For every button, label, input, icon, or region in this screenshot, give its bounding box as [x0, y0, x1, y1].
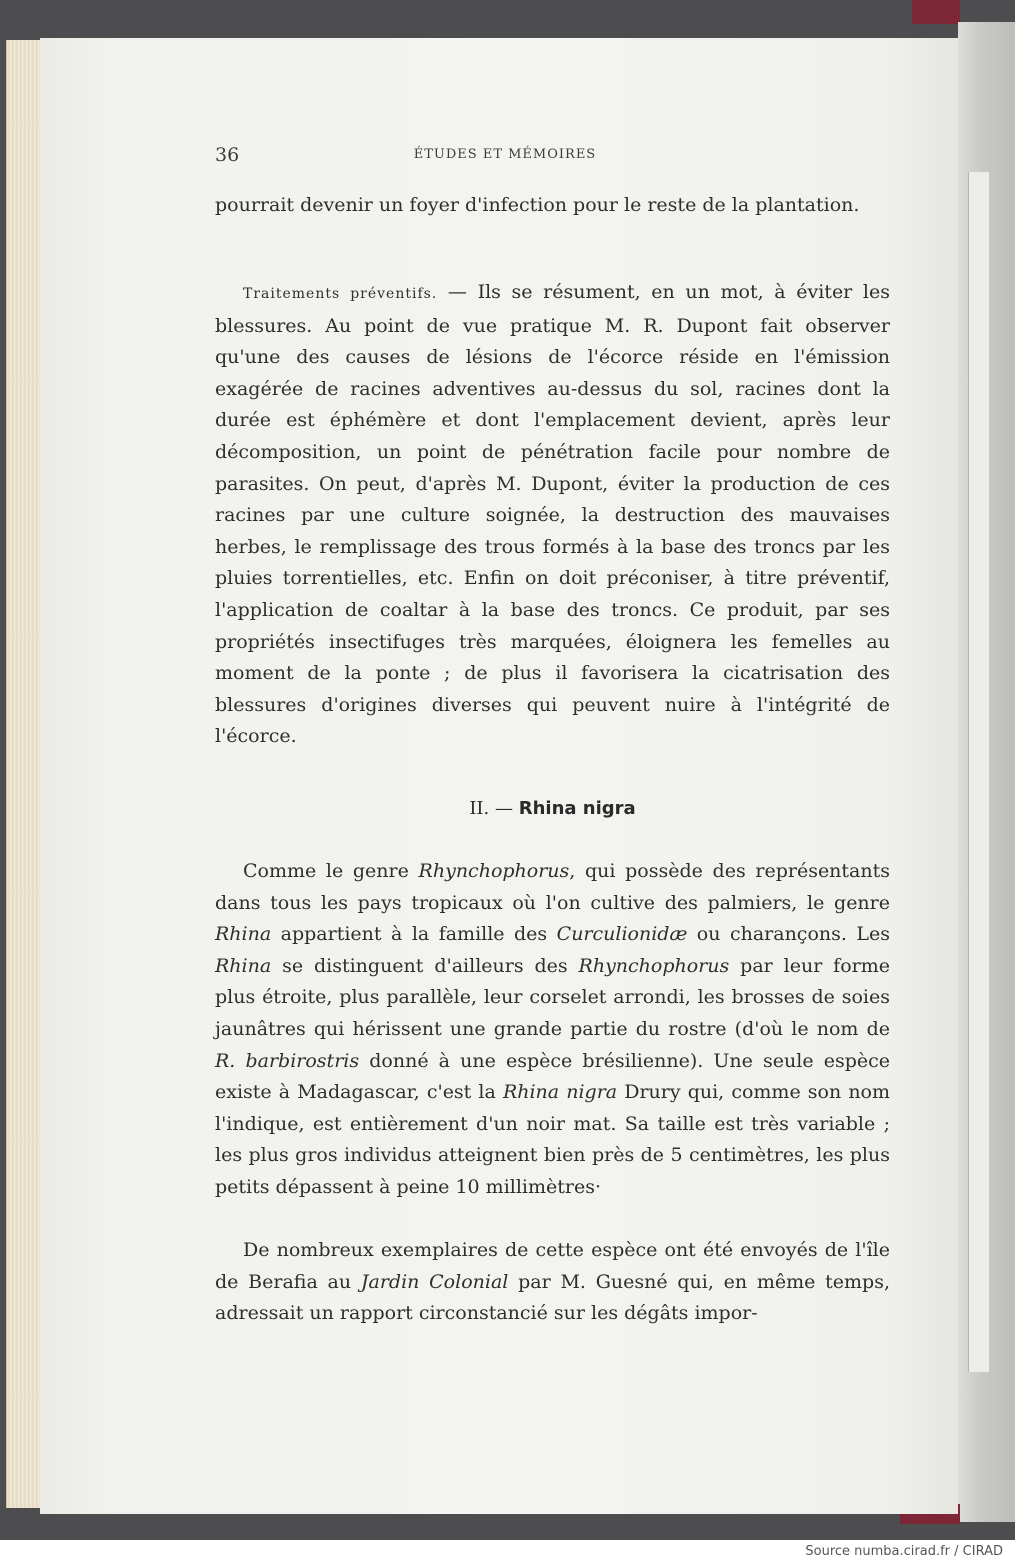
running-header [215, 144, 890, 166]
italic-term: Rhina nigra [502, 1081, 618, 1104]
section-number: II. [469, 798, 490, 819]
facing-page [958, 22, 1015, 1522]
italic-term: R. barbirostris [215, 1049, 360, 1072]
running-title: ÉTUDES ET MÉMOIRES [413, 147, 597, 162]
paragraph-body: Ils se résument, en un mot, à éviter les blessures. Au point de vue pratique M. R. Dupont fait observer qu'une des causes de lésions de l'écorce réside en l'émission exagérée de racines adventives au-dessus du sol, racines dont la durée est éphémère et dont l'emplacement devient, après leur décomposition, un point de pénétration facile pour nombre de parasites. On peut, d'après M. Dupont, éviter la production de ces racines par une culture soignée, la destruction des mauvaises herbes, le remplissage des trous formés à la base des troncs par les pluies torrentielles, etc. Enfin on doit préconiser, à titre préventif, l'application de coaltar à la base des troncs. Ce produit, par ses propriétés insectifuges très marquées, éloignera les femelles au moment de la ponte ; de plus il favorisera la cicatrisation des blessures d'origines diverses qui peuvent nuire à l'intégrité de l'écorce. [215, 281, 890, 748]
paragraph-text [215, 277, 890, 753]
text-run: appartient à la famille des [271, 923, 557, 946]
text-run: , qui possède des représentants dans tous les pays tropicaux où l'on cultive des palmiers, le genre [215, 860, 891, 914]
paragraph-rhina-description [215, 856, 890, 1204]
italic-term: Rhynchophorus [578, 954, 730, 977]
source-credit: Source numba.cirad.fr / CIRAD [805, 1544, 1003, 1559]
text-run: donné à une espèce brésilienne). Une seule espèce existe à Madagascar, c'est la [215, 1049, 891, 1104]
page-number: 36 [215, 144, 240, 166]
italic-term: Curculionidæ [556, 923, 688, 946]
text-run: ou charançons. Les [687, 923, 890, 946]
text-run: par leur forme plus étroite, plus parallèle, leur corselet arrondi, les brosses de soies jaunâtres qui hérissent une grande partie du rostre (d'où le nom de [215, 954, 890, 1040]
italic-term: Jardin Colonial [360, 1270, 509, 1293]
paragraph-continuation [215, 190, 890, 222]
paragraph-text: pourrait devenir un foyer d'infection pour le reste de la plantation. [215, 194, 860, 216]
italic-term: Rhynchophorus [418, 860, 570, 882]
text-run: De nombreux exemplaires de cette espèce ont été envoyés de l'île de Berafia au [215, 1239, 890, 1293]
paragraph-lead: Traitements préventifs. [243, 286, 438, 302]
section-heading [215, 798, 890, 819]
paragraph-text [215, 856, 890, 1204]
binding-corner-top [912, 0, 960, 24]
text-run: se distinguent d'ailleurs des [271, 954, 579, 977]
em-dash: — [437, 281, 478, 303]
italic-term: Rhina [215, 954, 272, 977]
text-run: Comme le genre [243, 860, 419, 882]
paragraph-traitements [215, 277, 890, 753]
section-title: Rhina nigra [518, 798, 636, 819]
section-dash: — [489, 798, 519, 819]
italic-term: Rhina [215, 923, 272, 946]
paragraph-text [215, 1235, 890, 1330]
paragraph-berafia [215, 1235, 890, 1330]
text-run: par M. Guesné qui, en même temps, adressait un rapport circonstancié sur les dégâts impor- [215, 1270, 890, 1325]
facing-page-strip [968, 172, 989, 1372]
text-run: Drury qui, comme son nom l'indique, est entièrement d'un noir mat. Sa taille est très variable ; les plus gros individus atteignent bien près de 5 centimètres, les plus petits dépassent à peine 10 millimètres· [215, 1081, 891, 1198]
